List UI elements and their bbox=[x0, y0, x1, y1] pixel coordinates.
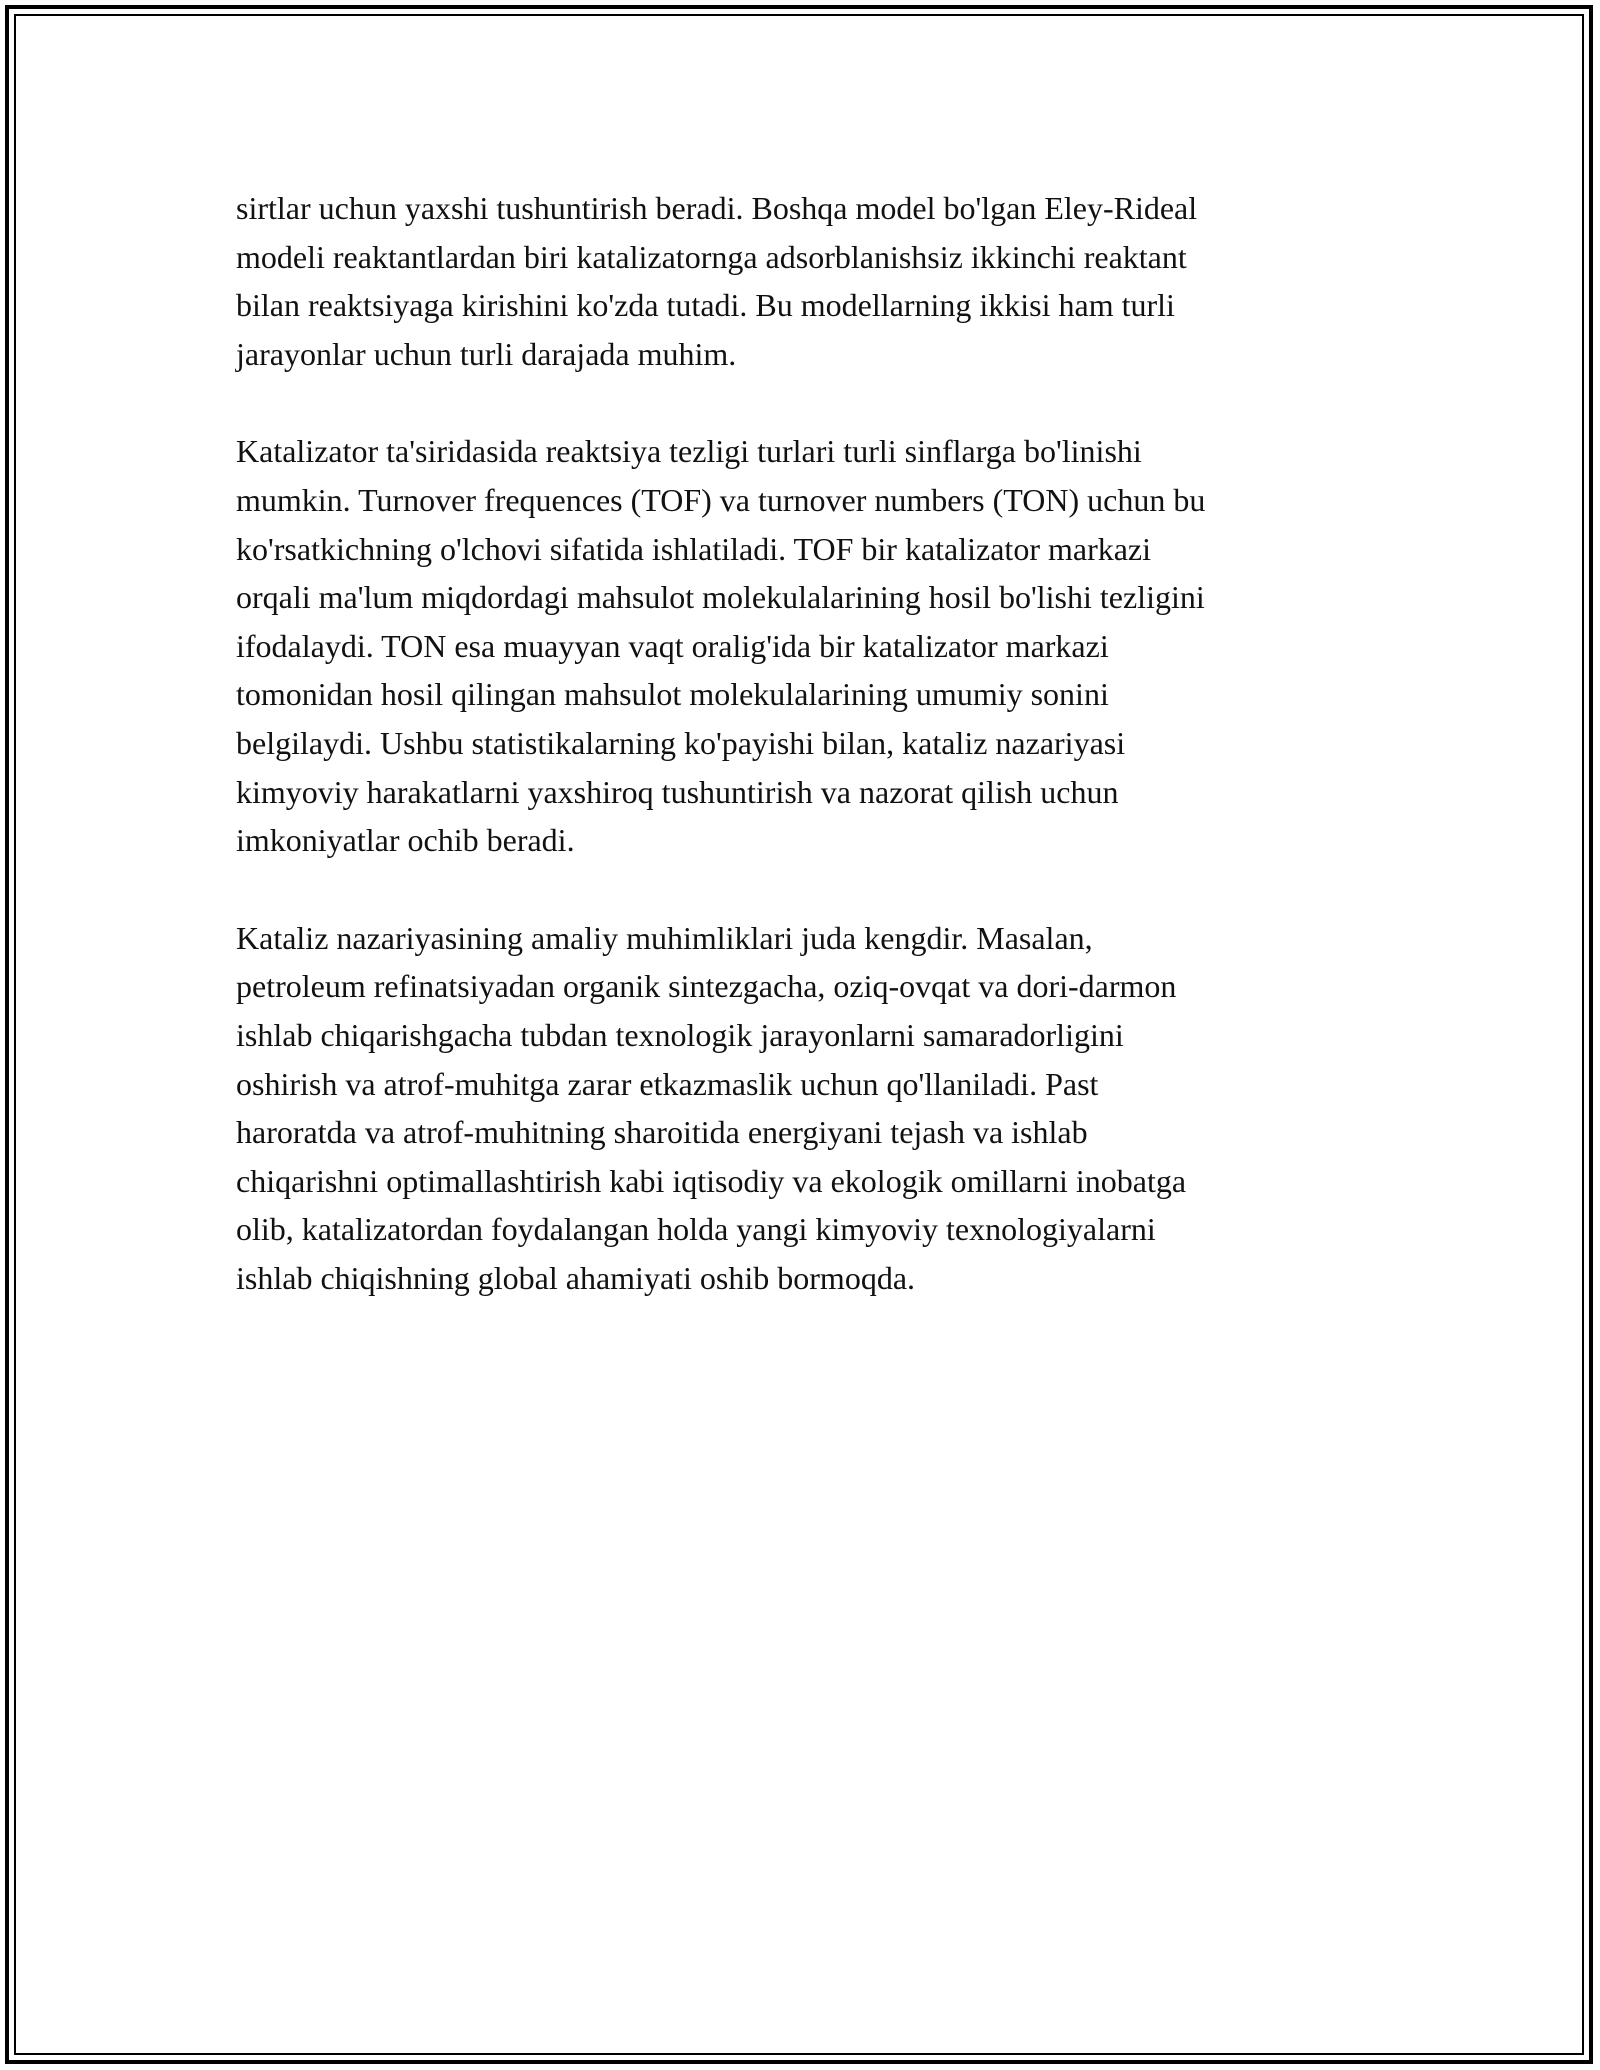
paragraph-line: jarayonlar uchun turli darajada muhim. bbox=[236, 335, 737, 372]
paragraph-line: bilan reaktsiyaga kirishini ko'zda tutadi. Bu modellarning ikkisi ham turli bbox=[236, 287, 1175, 324]
paragraph-line: ishlab chiqarishgacha tubdan texnologik jarayonlarni samaradorligini bbox=[236, 1016, 1124, 1053]
paragraph-line: ishlab chiqishning global ahamiyati oshib bormoqda. bbox=[236, 1259, 916, 1296]
paragraph-line: modeli reaktantlardan biri katalizatornga adsorblanishsiz ikkinchi reaktant bbox=[236, 238, 1187, 275]
paragraph-line: ko'rsatkichning o'lchovi sifatida ishlatiladi. TOF bir katalizator markazi bbox=[236, 530, 1152, 567]
paragraph-line: imkoniyatlar ochib beradi. bbox=[236, 822, 575, 859]
paragraph-line: tomonidan hosil qilingan mahsulot molekulalarining umumiy sonini bbox=[236, 676, 1109, 713]
paragraph-line: sirtlar uchun yaxshi tushuntirish beradi. Boshqa model bo'lgan Eley-Rideal bbox=[236, 190, 1198, 226]
paragraph-line: ifodalaydi. TON esa muayyan vaqt oralig'ida bir katalizator markazi bbox=[236, 627, 1109, 664]
paragraph-line: mumkin. Turnover frequences (TOF) va turnover numbers (TON) uchun bu bbox=[236, 481, 1206, 518]
paragraph-line: belgilaydi. Ushbu statistikalarning ko'payishi bilan, kataliz nazariyasi bbox=[236, 724, 1126, 761]
document-body bbox=[236, 184, 1376, 1351]
paragraph-line: Katalizator ta'siridasida reaktsiya tezligi turlari turli sinflarga bo'linishi bbox=[236, 433, 1142, 470]
paragraph-line: chiqarishni optimallashtirish kabi iqtisodiy va ekologik omillarni inobatga bbox=[236, 1162, 1187, 1199]
paragraph-line: olib, katalizatordan foydalangan holda yangi kimyoviy texnologiyalarni bbox=[236, 1211, 1156, 1248]
paragraph-line: haroratda va atrof-muhitning sharoitida energiyani tejash va ishlab bbox=[236, 1114, 1088, 1151]
paragraph-line: orqali ma'lum miqdordagi mahsulot molekulalarining hosil bo'lishi tezligini bbox=[236, 579, 1205, 616]
paragraph-line: Kataliz nazariyasining amaliy muhimliklari juda kengdir. Masalan, bbox=[236, 919, 1093, 956]
paragraph-line: kimyoviy harakatlarni yaxshiroq tushuntirish va nazorat qilish uchun bbox=[236, 773, 1119, 810]
paragraph-1 bbox=[236, 184, 1376, 378]
paragraph-line: petroleum refinatsiyadan organik sintezgacha, oziq-ovqat va dori-darmon bbox=[236, 968, 1177, 1005]
paragraph-line: oshirish va atrof-muhitga zarar etkazmaslik uchun qo'llaniladi. Past bbox=[236, 1065, 1099, 1102]
paragraph-2 bbox=[236, 427, 1376, 864]
paragraph-3 bbox=[236, 914, 1376, 1303]
